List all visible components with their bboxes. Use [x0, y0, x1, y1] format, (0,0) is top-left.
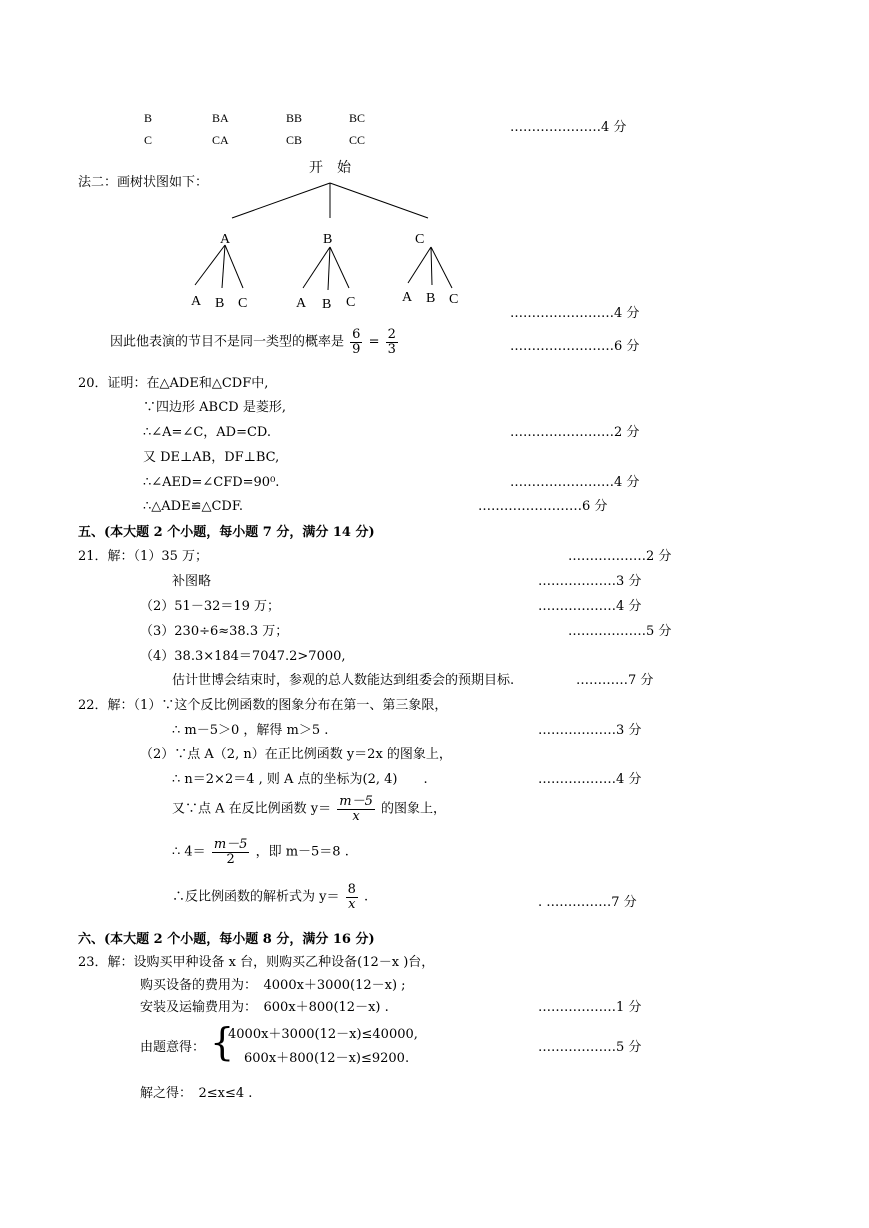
q22-line	[172, 838, 349, 867]
q21-line: 21．解：（1）35 万；	[78, 549, 208, 564]
probability-text: 因此他表演的节目不是同一类型的概率是	[110, 334, 345, 350]
table-cell: C	[144, 133, 153, 147]
q20-line: ∴∠AED=∠CFD=90⁰.	[143, 475, 280, 490]
score-mark: ………………2 分	[568, 549, 672, 564]
q22-line: （2）∵点 A（2, n）在正比例函数 y＝2x 的图象上，	[140, 747, 452, 762]
score-mark: …………………4 分	[510, 120, 627, 135]
q21-line: （2）51－32＝19 万；	[140, 599, 281, 614]
tree-leaf: A	[296, 296, 307, 311]
q20-line: ∴∠A=∠C，AD=CD.	[143, 425, 272, 440]
tree-diagram	[0, 0, 869, 320]
q22-text: ，即 m－5＝8 .	[255, 844, 349, 860]
tree-leaf: C	[346, 295, 356, 310]
fraction	[337, 795, 375, 824]
denominator: 9	[352, 342, 361, 357]
score-mark: ……………………4 分	[510, 306, 640, 321]
q23-line: 安装及运输费用为： 600x＋800(12－x) .	[140, 1000, 389, 1015]
score-mark: …………7 分	[576, 673, 654, 688]
score-mark: ……………………6 分	[478, 499, 608, 514]
table-cell: CB	[286, 133, 303, 147]
table-cell: B	[144, 111, 153, 125]
system-brace: {	[210, 1020, 235, 1064]
fraction	[386, 328, 398, 357]
tree-root: 开 始	[309, 160, 351, 176]
q21-line: （3）230÷6≈38.3 万；	[140, 624, 289, 639]
tree-leaf: B	[215, 296, 225, 311]
q22-text: .	[364, 889, 369, 905]
score-mark: ……………………4 分	[510, 475, 640, 490]
table-cell: BC	[349, 111, 366, 125]
numerator: m－5	[339, 794, 373, 809]
q20-line: ∴△ADE≌△CDF.	[143, 499, 243, 514]
q22-line	[172, 795, 446, 824]
tree-leaf: C	[449, 292, 459, 307]
tree-leaf: B	[426, 291, 436, 306]
q22-text: ∴反比例函数的解析式为 y＝	[172, 889, 340, 905]
score-mark: ………………5 分	[538, 1040, 642, 1055]
method2-label: 法二：画树状图如下：	[78, 175, 209, 190]
score-mark: . ……………7 分	[538, 895, 637, 910]
numerator: 2	[387, 327, 396, 342]
q21-line: 补图略	[172, 574, 212, 589]
q23-system-label: 由题意得：	[140, 1040, 206, 1055]
q23-line: 23．解：设购买甲种设备 x 台，则购买乙种设备(12－x )台，	[78, 955, 435, 970]
denominator: 2	[226, 852, 235, 867]
tree-node-l1: C	[415, 232, 425, 247]
score-mark: ……………………2 分	[510, 425, 640, 440]
q21-line: 估计世博会结束时，参观的总人数能达到组委会的预期目标.	[172, 673, 515, 688]
q20-line: ∵四边形 ABCD 是菱形,	[143, 400, 286, 415]
q22-text: 又∵点 A 在反比例函数 y＝	[172, 801, 332, 817]
q20-line: 20．证明：在△ADE和△CDF中,	[78, 376, 269, 391]
score-mark: ………………4 分	[538, 772, 642, 787]
q22-text: 的图象上，	[381, 801, 447, 817]
fraction	[350, 328, 362, 357]
numerator: 6	[352, 327, 361, 342]
table-cell: BA	[212, 111, 229, 125]
q22-text: ∴ 4＝	[172, 844, 206, 860]
numerator: 8	[347, 882, 356, 897]
tree-leaf: B	[322, 297, 332, 312]
q22-line	[172, 883, 368, 912]
q22-line: ∴ n＝2×2＝4 , 则 A 点的坐标为(2, 4) .	[172, 772, 428, 787]
tree-node-l1: B	[323, 232, 333, 247]
score-mark: ……………………6 分	[510, 339, 640, 354]
inequality: 600x＋800(12－x)≤9200.	[244, 1051, 410, 1066]
tree-leaf: A	[191, 294, 202, 309]
q21-line: （4）38.3×184＝7047.2>7000,	[140, 649, 346, 664]
table-cell: BB	[286, 111, 303, 125]
fraction	[212, 838, 250, 867]
denominator: x	[348, 897, 356, 912]
q20-line: 又 DE⊥AB，DF⊥BC,	[143, 450, 280, 465]
denominator: x	[352, 809, 360, 824]
q22-line: ∴ m－5＞0 ，解得 m＞5 .	[172, 723, 329, 738]
probability-line	[110, 328, 400, 357]
section-heading: 五、(本大题 2 个小题，每小题 7 分，满分 14 分)	[78, 525, 375, 540]
score-mark: ………………4 分	[538, 599, 642, 614]
section-heading: 六、(本大题 2 个小题，每小题 8 分，满分 16 分)	[78, 932, 375, 947]
table-cell: CA	[212, 133, 229, 147]
q23-line: 解之得： 2≤x≤4 .	[140, 1086, 253, 1101]
score-mark: ………………3 分	[538, 723, 642, 738]
tree-node-l1: A	[220, 232, 231, 247]
q22-line: 22．解：（1）∵这个反比例函数的图象分布在第一、第三象限，	[78, 698, 448, 713]
fraction	[346, 883, 358, 912]
inequality: 4000x＋3000(12－x)≤40000,	[228, 1027, 418, 1042]
score-mark: ………………3 分	[538, 574, 642, 589]
tree-leaf: A	[402, 290, 413, 305]
tree-leaf: C	[238, 296, 248, 311]
table-cell: CC	[349, 133, 366, 147]
score-mark: ………………1 分	[538, 1000, 642, 1015]
numerator: m－5	[213, 837, 248, 852]
denominator: 3	[387, 342, 396, 357]
score-mark: ………………5 分	[568, 624, 672, 639]
equals-sign: =	[368, 334, 380, 350]
q23-line: 购买设备的费用为： 4000x＋3000(12－x) ;	[140, 978, 406, 993]
